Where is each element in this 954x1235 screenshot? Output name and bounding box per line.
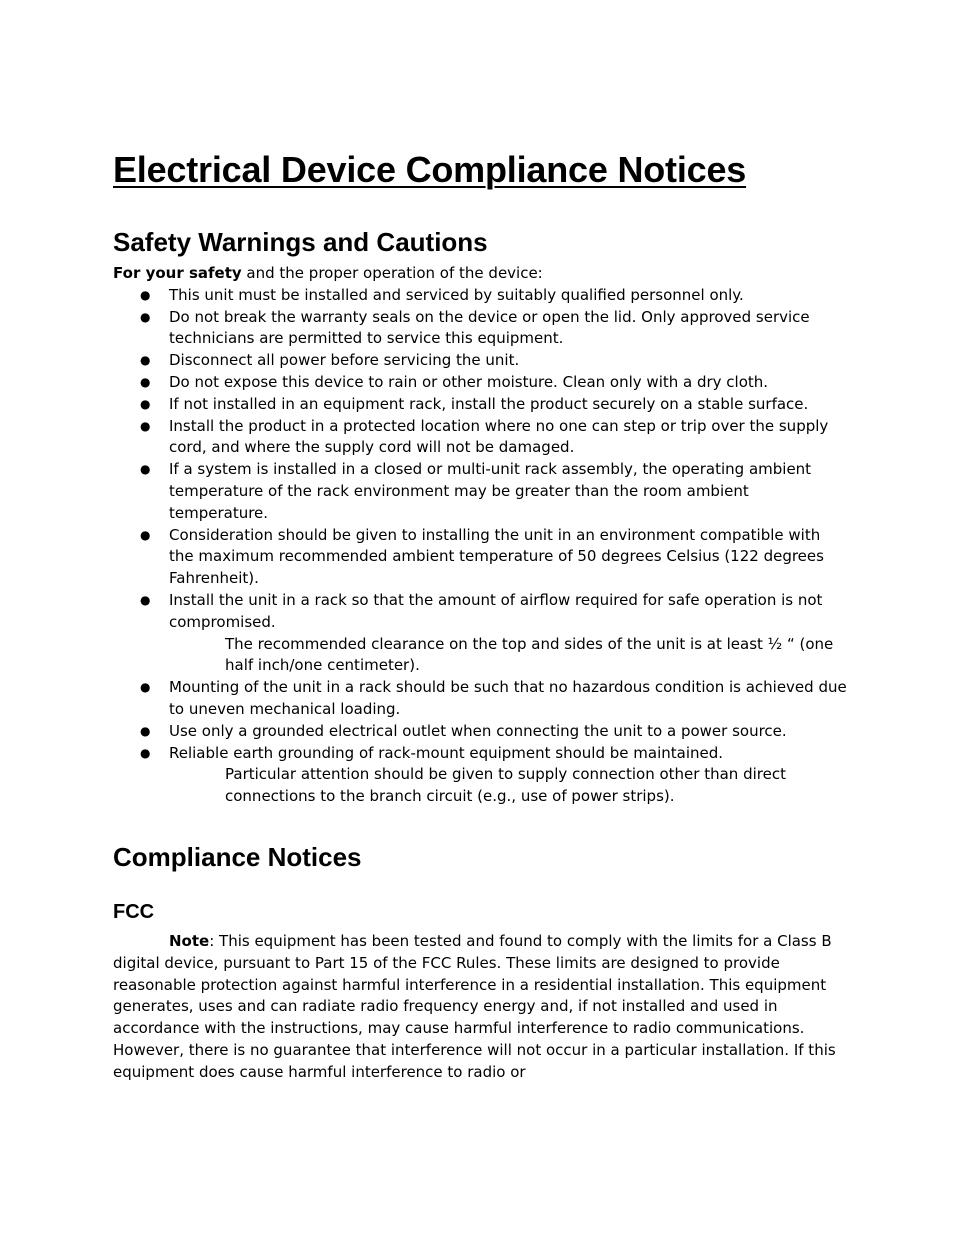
safety-heading: Safety Warnings and Cautions [113,227,488,257]
safety-list-item [113,285,848,307]
safety-list-item [113,416,848,460]
safety-list-item [113,743,848,808]
safety-list-item [113,394,848,416]
safety-list-item [113,590,848,677]
safety-intro-bold: For your safety [113,264,242,282]
fcc-heading: FCC [113,900,155,923]
fcc-note-text: : This equipment has been tested and found to comply with the limits for a Class B digital device, pursuant to Part 15 of the FCC Rules. These limits are designed to provide reasonable protection against harmful interference in a residential installation. This equipment generates, uses and can radiate radio frequency energy and, if not installed and used in accordance with the instructions, may cause harmful interference to radio communications. However, there is no guarantee that interference will not occur in a particular installation. If this equipment does cause harmful interference to radio or [113,931,836,1081]
safety-list-item [113,721,848,743]
bullet-icon: ● [140,723,151,738]
safety-list-item [113,307,848,351]
safety-item-text: If a system is installed in a closed or multi-unit rack assembly, the operating ambient temperature of the rack environment may be greater than the room ambient temperature. [169,460,812,522]
safety-item-text: Use only a grounded electrical outlet when connecting the unit to a power source. [169,721,787,740]
bullet-icon: ● [140,353,151,368]
bullet-icon: ● [140,374,151,389]
safety-item-text: This unit must be installed and serviced by suitably qualified personnel only. [169,285,744,304]
document-title: Electrical Device Compliance Notices [113,149,747,190]
safety-item-text: Consideration should be given to installing the unit in an environment compatible with the maximum recommended ambient temperature of 50 degrees Celsius (122 degrees Fahrenheit). [169,525,824,588]
safety-list-item [113,459,848,524]
safety-list-item [113,350,848,372]
fcc-note-label: Note [169,931,210,950]
safety-item-text: Reliable earth grounding of rack-mount equipment should be maintained. [169,743,724,762]
safety-item-text: Mounting of the unit in a rack should be such that no hazardous condition is achieved due to uneven mechanical loading. [169,678,847,718]
bullet-icon: ● [140,396,151,411]
safety-intro-rest: and the proper operation of the device: [241,264,543,282]
compliance-heading: Compliance Notices [113,841,362,872]
safety-item-text: If not installed in an equipment rack, install the product securely on a stable surface. [169,394,809,413]
safety-item-note: The recommended clearance on the top and sides of the unit is at least ½ “ (one half inch/one centimeter). [225,634,834,675]
safety-list-item [113,525,848,590]
bullet-icon: ● [140,309,151,324]
safety-item-text: Do not break the warranty seals on the device or open the lid. Only approved service technicians are permitted to service this equipment. [169,307,810,348]
bullet-icon: ● [140,462,151,477]
safety-item-text: Do not expose this device to rain or other moisture. Clean only with a dry cloth. [169,372,769,391]
safety-intro [113,263,848,285]
safety-item-text: Install the product in a protected location where no one can step or trip over the supply cord, and where the supply cord will not be damaged. [169,416,829,457]
safety-list-item [113,677,848,721]
bullet-icon: ● [140,418,151,433]
safety-item-text: Install the unit in a rack so that the amount of airflow required for safe operation is not compromised. [169,590,823,631]
document-page [113,148,848,1084]
bullet-icon: ● [140,287,151,302]
bullet-icon: ● [140,745,151,760]
safety-list [113,285,848,808]
safety-item-text: Disconnect all power before servicing the unit. [169,351,520,370]
safety-list-item [113,372,848,394]
fcc-note-paragraph [113,931,848,1084]
bullet-icon: ● [140,680,151,695]
bullet-icon: ● [140,592,151,607]
bullet-icon: ● [140,527,151,542]
safety-item-note: Particular attention should be given to supply connection other than direct connections to the branch circuit (e.g., use of power strips). [225,765,786,806]
